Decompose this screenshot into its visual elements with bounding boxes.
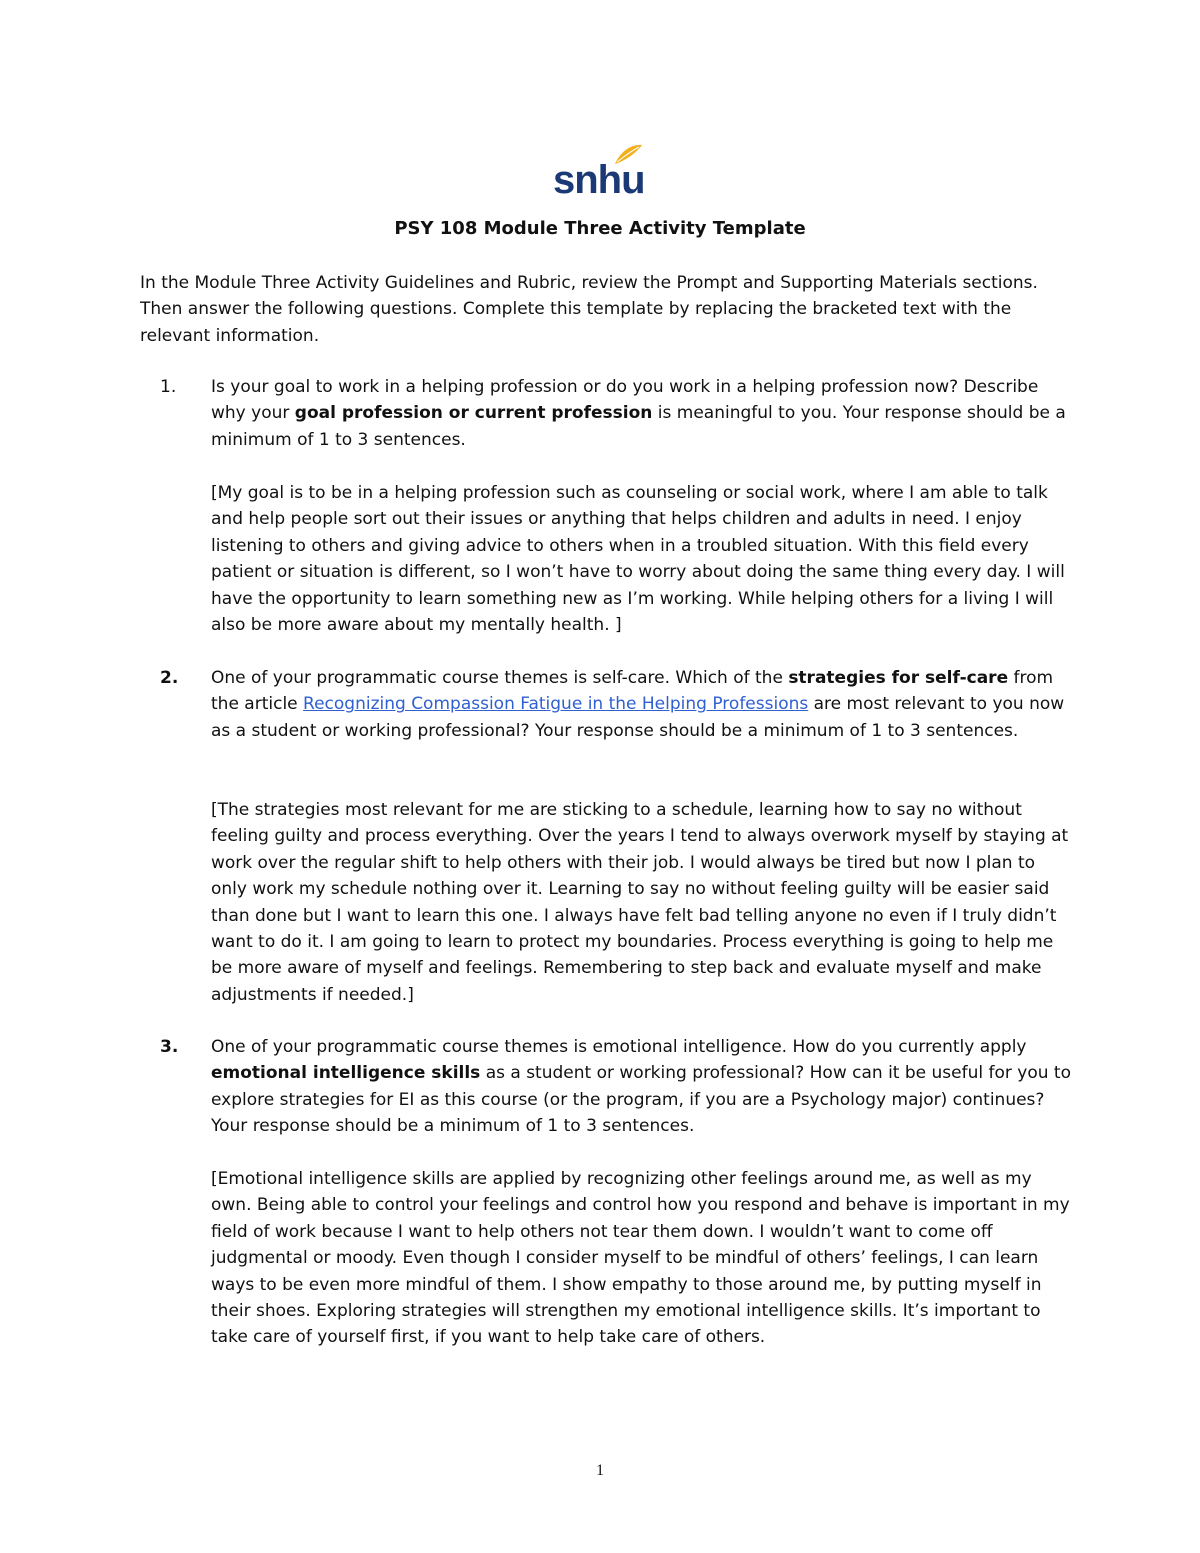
answer-3: [Emotional intelligence skills are applied by recognizing other feelings around me, as well as my own. Being able to control your feelings and control how you respond and behave is important in my field of work because I want to help others not tear them down. I wouldn’t want to come off judgmental or moody. Even though I consider myself to be mindful of others’ feelings, I can learn ways to be even more mindful of them. I show empathy to those around me, by putting myself in their shoes. Exploring strategies will strengthen my emotional intelligence skills. It’s important to take care of yourself first, if you want to help take care of others.: [211, 1169, 1070, 1348]
logo-text: snhu: [553, 158, 645, 202]
question-1-number: 1.: [160, 377, 177, 397]
question-1-prompt: Is your goal to work in a helping profession or do you work in a helping profession now? Describe why your goal profession or current profession is meaningful to you. Your response should be a minimum of 1 to 3 sentences.: [211, 377, 1066, 450]
answer-1: [My goal is to be in a helping profession such as counseling or social work, where I am able to talk and help people sort out their issues or anything that helps children and adults in need. I enjoy listening to others and giving advice to others when in a troubled situation. With this field every patient or situation is different, so I won’t have to worry about doing the same thing every day. I will have the opportunity to learn something new as I’m working. While helping others for a living I will also be more aware about my mentally health. ]: [211, 483, 1065, 636]
snhu-logo: [553, 144, 643, 204]
article-link[interactable]: Recognizing Compassion Fatigue in the Helping Professions: [303, 694, 809, 715]
page-title: PSY 108 Module Three Activity Template: [394, 218, 806, 239]
intro-paragraph: In the Module Three Activity Guidelines and Rubric, review the Prompt and Supporting Materials sections. Then answer the following questions. Complete this template by replacing the bracketed text with the relevant information.: [140, 273, 1038, 346]
question-3-number: 3.: [160, 1037, 179, 1057]
question-2-number: 2.: [160, 668, 179, 688]
question-2-prompt: One of your programmatic course themes is self-care. Which of the strategies for self-care from the article Recognizing Compassion Fatigue in the Helping Professions are most relevant to you now as a student or working professional? Your response should be a minimum of 1 to 3 sentences.: [211, 668, 1065, 741]
question-3-prompt: One of your programmatic course themes is emotional intelligence. How do you currently apply emotional intelligence skills as a student or working professional? How can it be useful for you to explore strategies for EI as this course (or the program, if you are a Psychology major) continues? Your response should be a minimum of 1 to 3 sentences.: [211, 1037, 1071, 1137]
answer-2: [The strategies most relevant for me are sticking to a schedule, learning how to say no without feeling guilty and process everything. Over the years I tend to always overwork myself by staying at work over the regular shift to help others with their job. I would always be tired but now I plan to only work my schedule nothing over it. Learning to say no without feeling guilty will be easier said than done but I want to learn this one. I always have felt bad telling anyone no even if I truly didn’t want to do it. I am going to learn to protect my boundaries. Process everything is going to help me be more aware of myself and feelings. Remembering to step back and evaluate myself and make adjustments if needed.]: [211, 800, 1069, 1005]
page-number: 1: [596, 1462, 604, 1479]
